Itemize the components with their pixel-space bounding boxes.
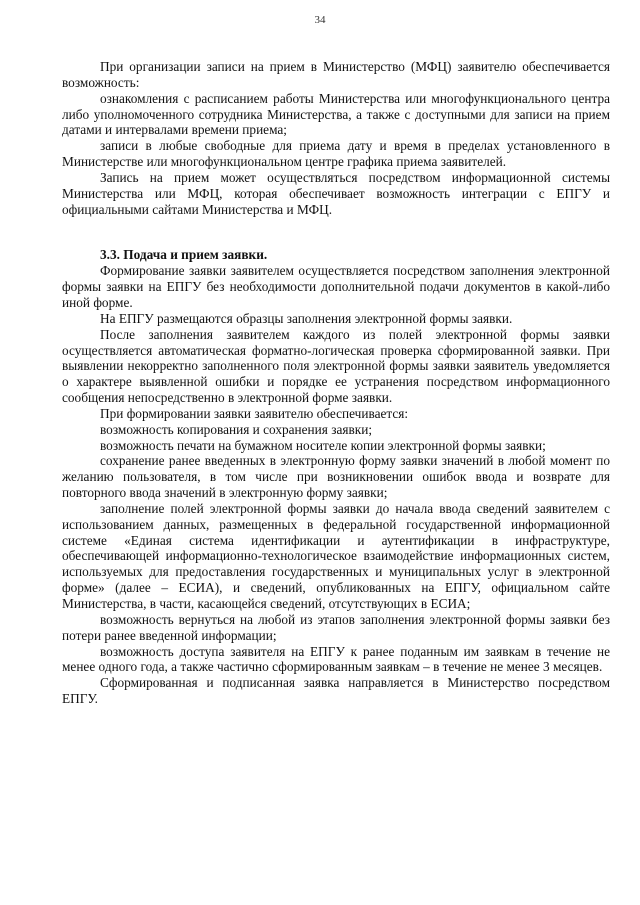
- page-content: [62, 59, 610, 707]
- paragraph: заполнение полей электронной формы заявки до начала ввода сведений заявителем с использованием данных, размещенных в федеральной государственной информационной системе «Единая система идентификации и аутентификации в инфраструктуре, обеспечивающей информационно-технологическое взаимодействие информационных систем, используемых для предоставления государственных и муниципальных услуг в электронной форме» (далее – ЕСИА), и сведений, опубликованных на ЕПГУ, официальном сайте Министерства, в части, касающейся сведений, отсутствующих в ЕСИА;: [62, 500, 610, 611]
- paragraph: При формировании заявки заявителю обеспечивается:: [100, 405, 409, 421]
- page-number: 34: [314, 14, 326, 26]
- paragraph: сохранение ранее введенных в электронную форму заявки значений в любой момент по желанию пользователя, в том числе при возникновении ошибок ввода и возврате для повторного ввода значений в электронную форму заявки;: [62, 453, 610, 501]
- paragraph: При организации записи на прием в Министерство (МФЦ) заявителю обеспечивается возможность:: [62, 59, 610, 90]
- paragraph: Запись на прием может осуществляться посредством информационной системы Министерства или МФЦ, которая обеспечивает возможность интеграции с ЕПГУ и официальными сайтами Министерства и МФЦ.: [62, 169, 610, 217]
- paragraph: После заполнения заявителем каждого из полей электронной формы заявки осуществляется автоматическая форматно-логическая проверка сформированной заявки. При выявлении некорректно заполненного поля электронной формы заявки заявитель уведомляется о характере выявленной ошибки и порядке ее устранения посредством информационного сообщения непосредственно в электронной форме заявки.: [62, 326, 610, 406]
- paragraph: возможность копирования и сохранения заявки;: [100, 421, 373, 437]
- paragraph: возможность вернуться на любой из этапов заполнения электронной формы заявки без потери ранее введенной информации;: [62, 611, 610, 643]
- paragraph: Формирование заявки заявителем осуществляется посредством заполнения электронной формы заявки на ЕПГУ без необходимости дополнительной подачи документов в какой-либо иной форме.: [62, 263, 610, 310]
- paragraph: ознакомления с расписанием работы Министерства или многофункционального центра либо уполномоченного сотрудника Министерства, а также с доступными для записи на прием датами и интервалами времени приема;: [62, 90, 610, 138]
- paragraph: возможность печати на бумажном носителе копии электронной формы заявки;: [100, 437, 546, 453]
- paragraph: возможность доступа заявителя на ЕПГУ к ранее поданным им заявкам в течение не менее одного года, а также частично сформированным заявкам – в течение не менее 3 месяцев.: [62, 643, 610, 675]
- section-spacer: [62, 217, 610, 247]
- paragraph: Сформированная и подписанная заявка направляется в Министерство посредством ЕПГУ.: [62, 675, 610, 707]
- section-heading: 3.3. Подача и прием заявки.: [100, 247, 268, 263]
- paragraph: На ЕПГУ размещаются образцы заполнения электронной формы заявки.: [100, 310, 513, 326]
- paragraph: записи в любые свободные для приема дату и время в пределах установленного в Министерстве или многофункциональном центре графика приема заявителей.: [62, 138, 610, 170]
